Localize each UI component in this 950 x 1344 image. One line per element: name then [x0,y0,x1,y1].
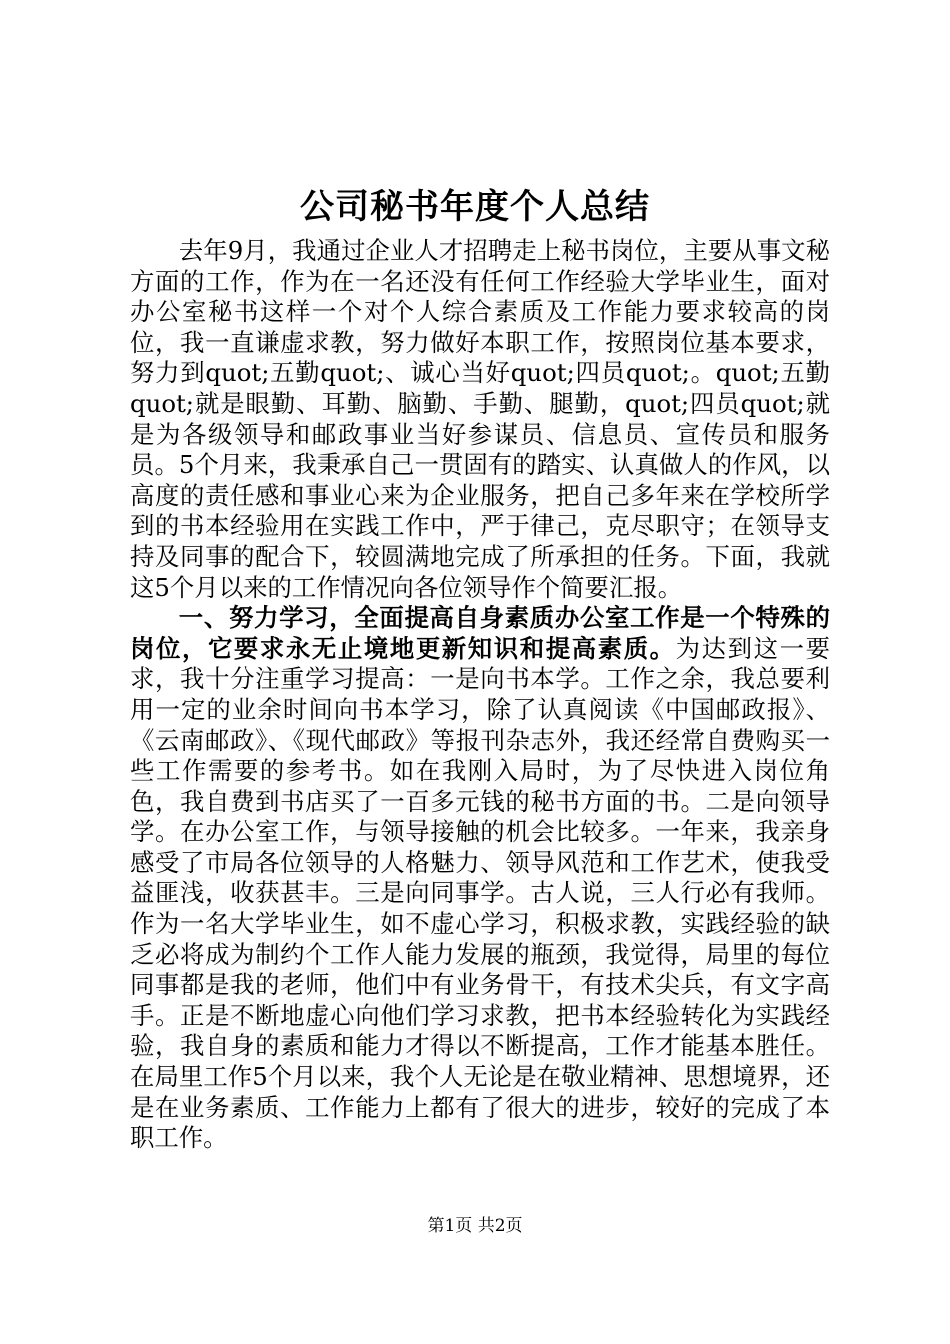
paragraph-study-text: 为达到这一要求，我十分注重学习提高：一是向书本学。工作之余，我总要利用一定的业余时间向书本学习，除了认真阅读《中国邮政报》、《云南邮政》、《现代邮政》等报刊杂志外，我还经常自费购买一些工作需要的参考书。如在我刚入局时，为了尽快进入岗位角色，我自费到书店买了一百多元钱的秘书方面的书。二是向领导学。在办公室工作，与领导接触的机会比较多。一年来，我亲身感受了市局各位领导的人格魅力、领导风范和工作艺术，使我受益匪浅，收获甚丰。三是向同事学。古人说，三人行必有我师。作为一名大学毕业生，如不虚心学习，积极求教，实践经验的缺乏必将成为制约个工作人能力发展的瓶颈，我觉得，局里的每位同事都是我的老师，他们中有业务骨干，有技术尖兵，有文字高手。正是不断地虚心向他们学习求教，把书本经验转化为实践经验，我自身的素质和能力才得以不断提高，工作才能基本胜任。在局里工作5个月以来，我个人无论是在敬业精神、思想境界，还是在业务素质、工作能力上都有了很大的进步，较好的完成了本职工作。 [130,633,830,1153]
page-footer: 第1页 共2页 [427,1216,523,1236]
paragraph-intro [130,236,830,603]
paragraph-study [130,603,830,1154]
paragraph-intro-text: 去年9月，我通过企业人才招聘走上秘书岗位，主要从事文秘方面的工作，作为在一名还没有任何工作经验大学毕业生，面对办公室秘书这样一个对个人综合素质及工作能力要求较高的岗位，我一直谦虚求教，努力做好本职工作，按照岗位基本要求，努力到quot;五勤quot;、诚心当好quot;四员quot;。quot;五勤quot;就是眼勤、耳勤、脑勤、手勤、腿勤，quot;四员quot;就是为各级领导和邮政事业当好参谋员、信息员、宣传员和服务员。5个月来，我秉承自己一贯固有的踏实、认真做人的作风，以高度的责任感和事业心来为企业服务，把自己多年来在学校所学到的书本经验用在实践工作中，严于律己，克尽职守；在领导支持及同事的配合下，较圆满地完成了所承担的任务。下面，我就这5个月以来的工作情况向各位领导作个简要汇报。 [130,236,830,602]
section-heading-study: 一、努力学习，全面提高自身素质办公室工作是一个特殊的岗位，它要求永无止境地更新知识和提高素质。 [130,603,830,663]
document-body [130,236,830,1154]
document-title: 公司秘书年度个人总结 [300,187,650,227]
